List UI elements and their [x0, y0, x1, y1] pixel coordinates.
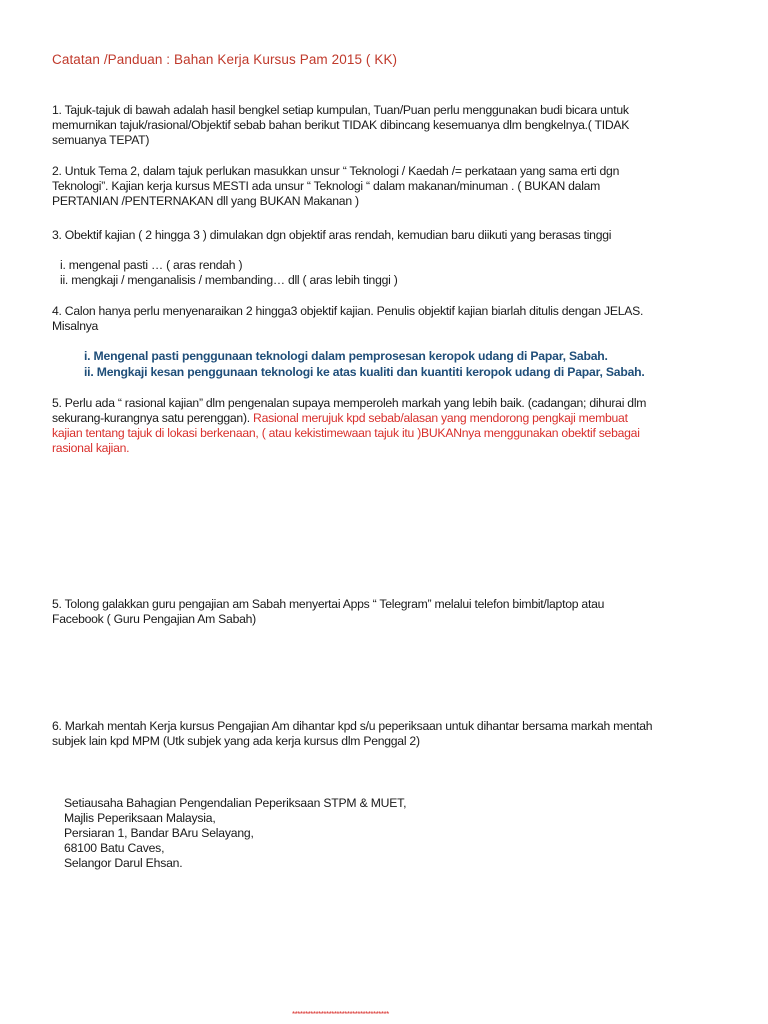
note-5-line-2-black: sekurang-kurangnya satu perenggan).: [52, 411, 254, 425]
note-5b-line-2: Facebook ( Guru Pengajian Am Sabah): [52, 612, 256, 626]
note-4-line-1: 4. Calon hanya perlu menyenaraikan 2 hingga3 objektif kajian. Penulis objektif kajian biarlah ditulis dengan JELAS.: [52, 304, 644, 318]
address-line: Selangor Darul Ehsan.: [64, 856, 183, 870]
note-6: [52, 719, 724, 749]
note-4-line-2: Misalnya: [52, 319, 99, 333]
address-line: Setiausaha Bahagian Pengendalian Peperiksaan STPM & MUET,: [64, 796, 407, 810]
note-5-line-2-red: Rasional merujuk kpd sebab/alasan yang mendorong pengkaji membuat: [253, 411, 628, 425]
note-5-line-3: kajian tentang tajuk di lokasi berkenaan, ( atau kekistimewaan tajuk itu )BUKANnya menggunakan obektif sebagai: [52, 426, 640, 440]
note-2-line-2: Teknologi”. Kajian kerja kursus MESTI ada unsur “ Teknologi “ dalam makanan/minuman . ( BUKAN dalam: [52, 179, 601, 193]
list-item: ii. mengkaji / menganalisis / membanding… dll ( aras lebih tinggi ): [60, 273, 398, 287]
note-3-line-1: 3. Obektif kajian ( 2 hingga 3 ) dimulakan dgn objektif aras rendah, kemudian baru diikuti yang berasas tinggi: [52, 228, 612, 242]
note-2-line-1: 2. Untuk Tema 2, dalam tajuk perlukan masukkan unsur “ Teknologi / Kaedah /= perkataan yang sama erti dgn: [52, 164, 620, 178]
note-5-line-4: rasional kajian.: [52, 441, 130, 455]
note-2: [52, 164, 724, 209]
objective-example-2: ii. Mengkaji kesan penggunaan teknologi ke atas kualiti dan kuantiti keropok udang di Papar, Sabah.: [84, 364, 645, 379]
address-line: Persiaran 1, Bandar BAru Selayang,: [64, 826, 254, 840]
page-title: Catatan /Panduan : Bahan Kerja Kursus Pam 2015 ( KK): [52, 52, 398, 67]
mailing-address: [64, 796, 406, 871]
note-5-line-1: 5. Perlu ada “ rasional kajian” dlm pengenalan supaya memperoleh markah yang lebih baik. (cadangan; dihurai dlm: [52, 396, 647, 410]
note-5b-line-1: 5. Tolong galakkan guru pengajian am Sabah menyertai Apps “ Telegram” melalui telefon bimbit/laptop atau: [52, 597, 605, 611]
address-line: Majlis Peperiksaan Malaysia,: [64, 811, 216, 825]
note-2-line-3: PERTANIAN /PENTERNAKAN dll yang BUKAN Makanan ): [52, 194, 359, 208]
list-item: i. mengenal pasti … ( aras rendah ): [60, 258, 243, 272]
note-1: [52, 103, 724, 148]
note-1-line-2: memurnikan tajuk/rasional/Objektif sebab bahan berikut TIDAK dibincang kesemuanya dlm bengkelnya.( TIDAK: [52, 118, 630, 132]
note-3-list: [60, 258, 398, 288]
note-6-line-1: 6. Markah mentah Kerja kursus Pengajian Am dihantar kpd s/u peperiksaan untuk dihantar bersama markah mentah: [52, 719, 653, 733]
note-5b: [52, 597, 724, 627]
note-6-line-2: subjek lain kpd MPM (Utk subjek yang ada kerja kursus dlm Penggal 2): [52, 734, 420, 748]
note-5-line-2: [52, 411, 724, 426]
objective-example-1: i. Mengenal pasti penggunaan teknologi dalam pemprosesan keropok udang di Papar, Sabah.: [84, 349, 608, 363]
address-line: 68100 Batu Caves,: [64, 841, 165, 855]
footer-divider: *************************************: [292, 1010, 389, 1019]
note-1-line-1: 1. Tajuk-tajuk di bawah adalah hasil bengkel setiap kumpulan, Tuan/Puan perlu menggunakan budi bicara untuk: [52, 103, 629, 117]
note-1-line-3: semuanya TEPAT): [52, 133, 150, 147]
note-3: [52, 228, 724, 243]
note-4: [52, 304, 724, 334]
objective-examples: [84, 349, 645, 380]
note-5: [52, 396, 724, 456]
